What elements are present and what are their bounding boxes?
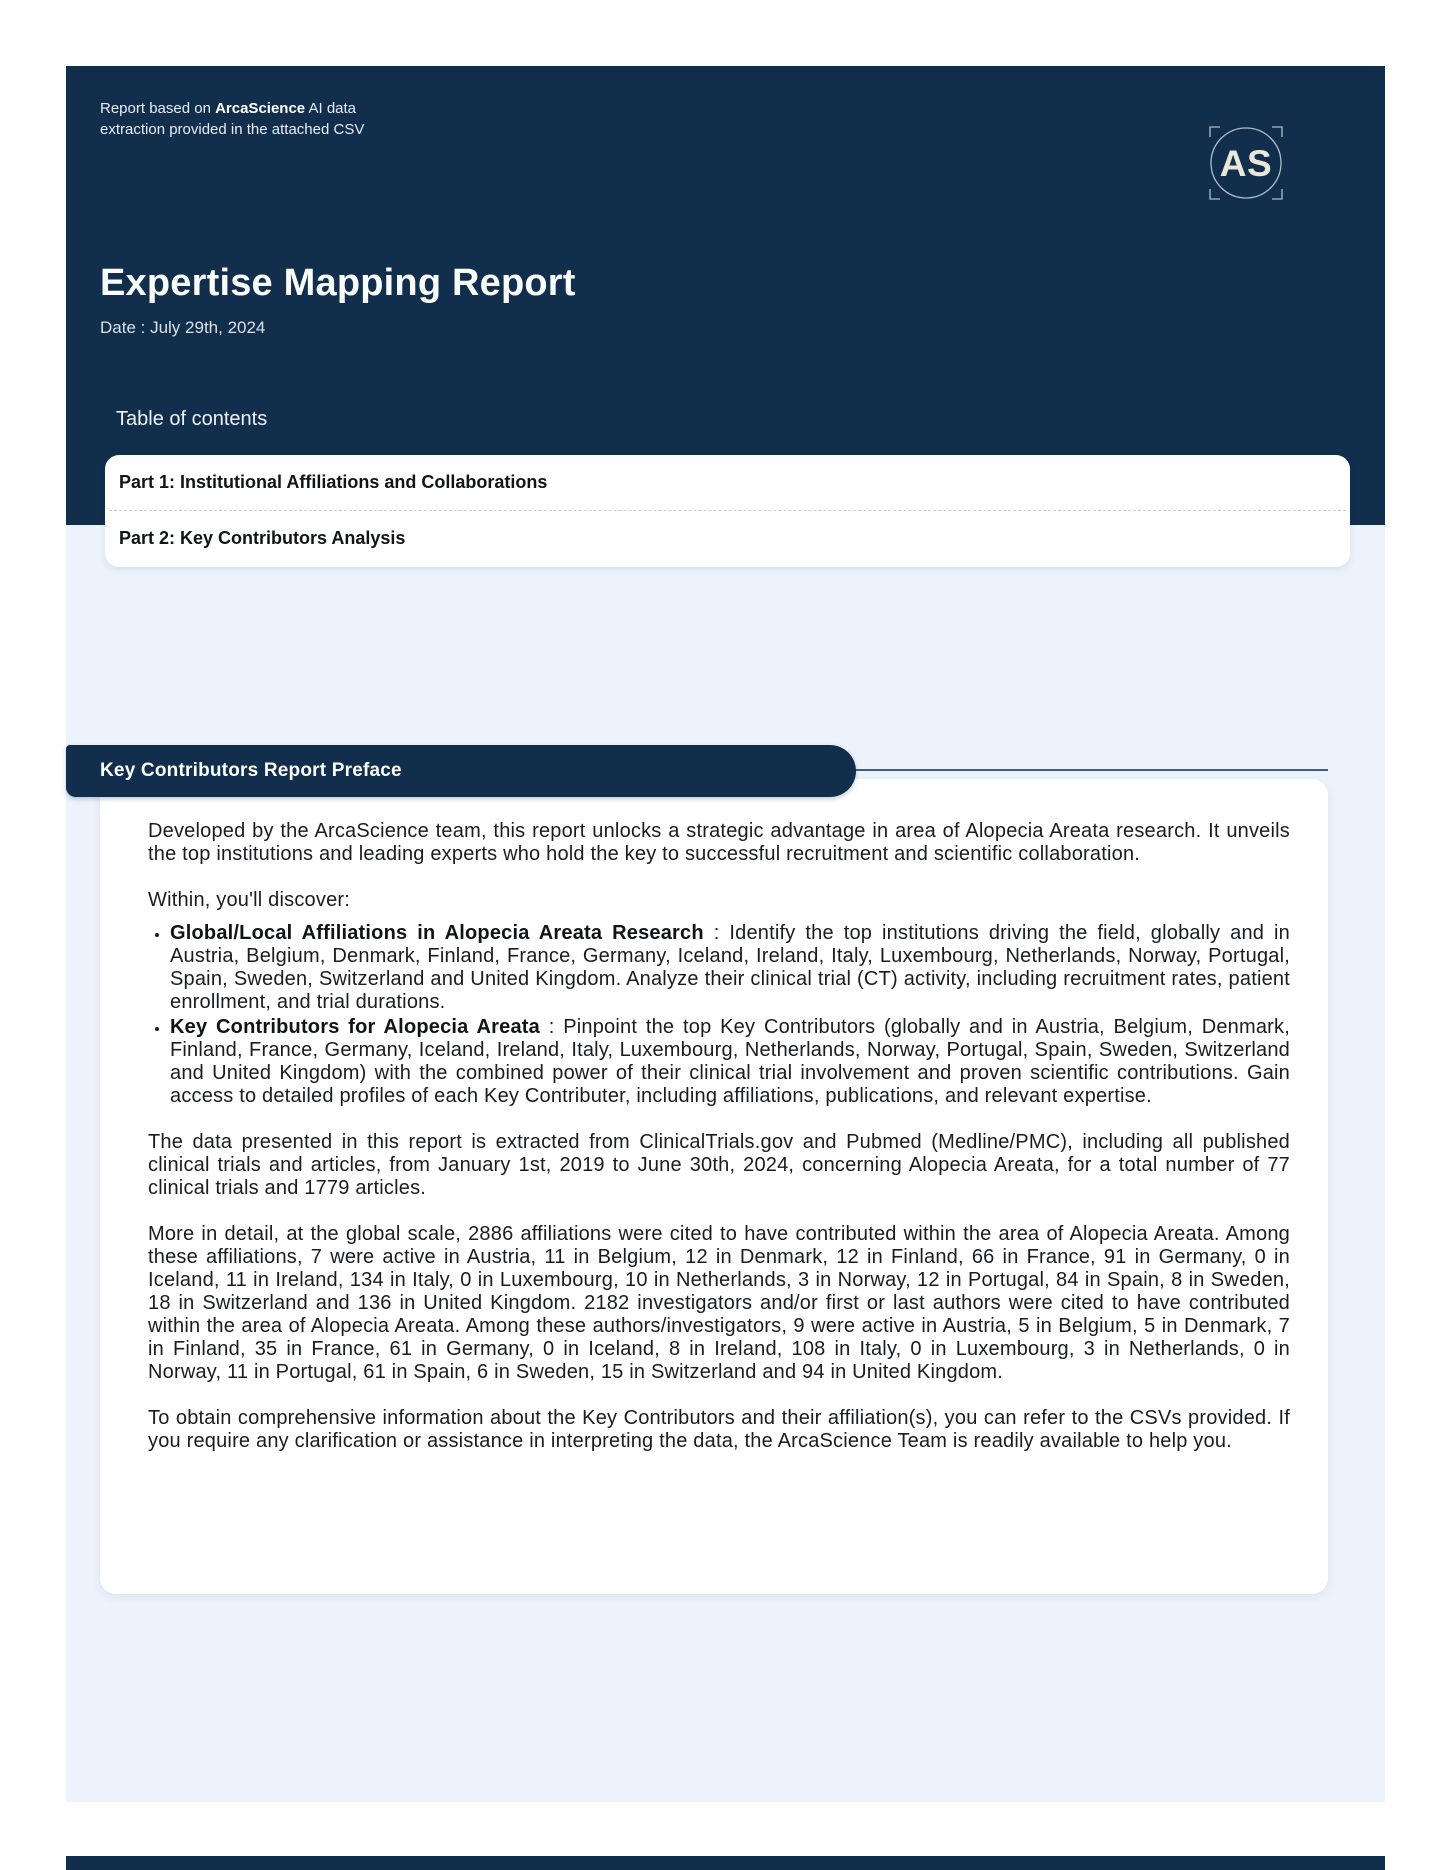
closing-paragraph: To obtain comprehensive information about the Key Contributors and their affiliation(s), you can refer to the CSVs provided. If you require any clarification or assistance in interpreting the data, the ArcaScience Team is readily available to help you.: [148, 1407, 1290, 1452]
as-logo: [1199, 116, 1293, 210]
preface-card: [100, 779, 1328, 1594]
discover-bullet-list: [148, 922, 1290, 1108]
preface-intro-paragraph: Developed by the ArcaScience team, this report unlocks a strategic advantage in area of Alopecia Areata research. It unveils the top institutions and leading experts who hold the key to successful recruitment and scientific collaboration.: [148, 820, 1290, 865]
data-source-paragraph: The data presented in this report is extracted from ClinicalTrials.gov and Pubmed (Medline/PMC), including all published clinical trials and articles, from January 1st, 2019 to June 30th, 2024, concerning Alopecia Areata, for a total number of 77 clinical trials and 1779 articles.: [148, 1131, 1290, 1199]
report-date: Date : July 29th, 2024: [100, 318, 266, 337]
header-note: [100, 98, 400, 140]
svg-text:AS: AS: [1219, 143, 1273, 184]
preface-banner-title: Key Contributors Report Preface: [100, 760, 402, 781]
bullet-affiliations: • Global/Local Affiliations in Alopecia Areata Research : Identify the top institutions driving the field, globally and in Austria, Belgium, Denmark, Finland, France, Germany, Iceland, Ireland, Italy, Luxembourg, Netherlands, Norway, Portugal, Spain, Sweden, Switzerland and United Kingdom. Analyze their clinical trial (CT) activity, including recruitment rates, patient enrollment, and trial durations.: [170, 922, 1290, 1014]
preface-banner: [66, 745, 856, 797]
toc-heading: Table of contents: [116, 408, 268, 430]
discover-line: Within, you'll discover:: [148, 889, 351, 911]
header-note-prefix: Report based on: [100, 100, 216, 117]
next-page-peek: [66, 1856, 1385, 1870]
preface-banner-rule: [850, 769, 1328, 771]
report-title: Expertise Mapping Report: [100, 262, 576, 304]
arcascience-brand: ArcaScience: [215, 100, 306, 117]
toc-item-part1[interactable]: Part 1: Institutional Affiliations and Collaborations: [119, 472, 548, 492]
bullet-key-contributors: • Key Contributors for Alopecia Areata : Pinpoint the top Key Contributors (globally and in Austria, Belgium, Denmark, Finland, France, Germany, Iceland, Ireland, Italy, Luxembourg, Netherlands, Norway, Portugal, Spain, Sweden, Switzerland and United Kingdom) with the combined power of their clinical trial involvement and proven scientific contributions. Gain access to detailed profiles of each Key Contributer, including affiliations, publications, and relevant expertise.: [170, 1016, 1290, 1108]
detail-stats-paragraph: More in detail, at the global scale, 2886 affiliations were cited to have contributed within the area of Alopecia Areata. Among these affiliations, 7 were active in Austria, 11 in Belgium, 12 in Denmark, 12 in Finland, 66 in France, 91 in Germany, 0 in Iceland, 11 in Ireland, 134 in Italy, 0 in Luxembourg, 10 in Netherlands, 3 in Norway, 12 in Portugal, 84 in Spain, 8 in Sweden, 18 in Switzerland and 136 in United Kingdom. 2182 investigators and/or first or last authors were cited to have contributed within the area of Alopecia Areata. Among these authors/investigators, 9 were active in Austria, 5 in Belgium, 5 in Denmark, 7 in Finland, 35 in France, 61 in Germany, 0 in Iceland, 8 in Ireland, 108 in Italy, 0 in Luxembourg, 3 in Netherlands, 0 in Norway, 11 in Portugal, 61 in Spain, 6 in Sweden, 15 in Switzerland and 94 in United Kingdom.: [148, 1223, 1290, 1383]
header-note-suffix: AI data extraction provided in the attached CSV: [100, 100, 365, 138]
toc-item-part2[interactable]: Part 2: Key Contributors Analysis: [119, 528, 406, 548]
toc-card: [105, 455, 1350, 567]
logo-circle-icon: [1199, 116, 1293, 210]
